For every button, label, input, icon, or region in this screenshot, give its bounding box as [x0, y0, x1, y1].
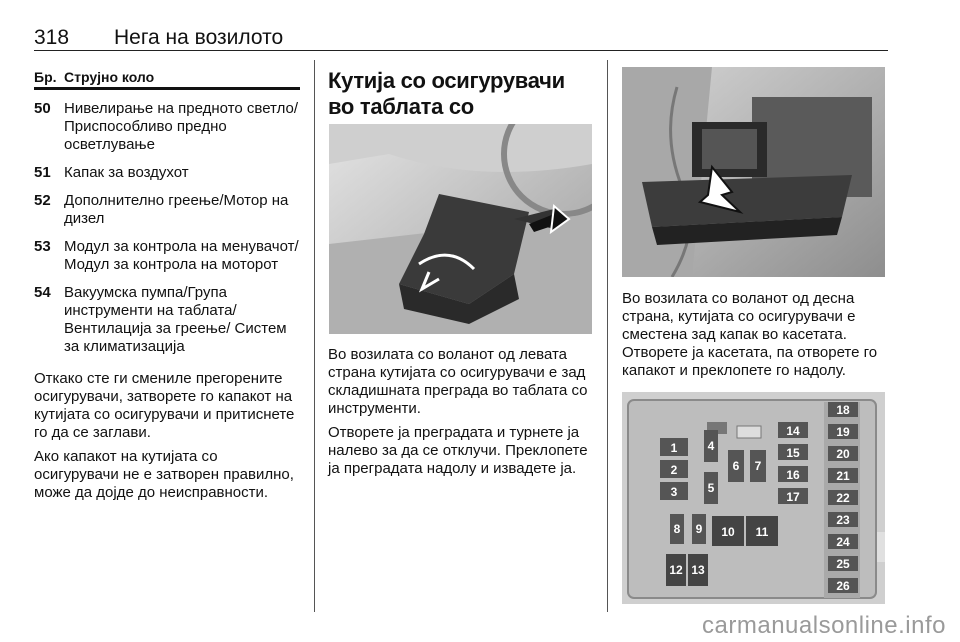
fuse-7: 7	[754, 459, 762, 473]
fuse-18: 18	[836, 403, 850, 417]
fuse-16: 16	[786, 468, 800, 482]
fuse-21: 21	[836, 469, 850, 483]
fuse-22: 22	[836, 491, 850, 505]
page-number: 318	[34, 26, 70, 49]
fuse-1: 1	[670, 441, 678, 455]
column-divider	[607, 60, 608, 612]
fuse-20: 20	[836, 447, 850, 461]
fuse-2: 2	[670, 463, 678, 477]
table-row	[34, 192, 300, 228]
fuse-8: 8	[673, 522, 681, 536]
table-row	[34, 100, 300, 154]
fuse-4: 4	[707, 439, 715, 453]
fuse-number: 50	[34, 100, 51, 117]
fuse-number: 51	[34, 164, 51, 181]
instruction-paragraph: Откако сте ги смениле прегорените осигурувачи, затворете го капакот на кутијата со осигурувачи и притиснете го да се заглави.	[34, 370, 295, 441]
lhd-glovebox-photo	[329, 124, 592, 334]
fuse-26: 26	[836, 579, 850, 593]
location-paragraph: Во возилата со воланот од левата страна кутијата со осигурувачи е зад складишната преграда во таблата со инструменти.	[328, 346, 588, 417]
fuse-12: 12	[669, 563, 683, 577]
fuse-circuit: Вакуумска пумпа/Група инструменти на таблата/ Вентилација за греење/ Систем за климатизација	[64, 284, 287, 355]
page-header	[34, 26, 890, 50]
fuse-circuit: Модул за контрола на менувачот/Модул за контрола на моторот	[64, 238, 299, 273]
fuse-24: 24	[836, 535, 850, 549]
fuse-circuit: Дополнително греење/Мотор на дизел	[64, 192, 289, 227]
column-header-number: Бр.	[34, 69, 57, 85]
table-row	[34, 238, 300, 274]
fuse-19: 19	[836, 425, 850, 439]
fuse-10: 10	[721, 525, 735, 539]
column-middle-text	[328, 346, 594, 478]
removal-paragraph: Отворете ја преградата и турнете ја налево за да се отклучи. Преклопете ја преградата надолу и извадете ја.	[328, 424, 588, 477]
fuse-table-header	[34, 56, 300, 90]
fuse-circuit: Капак за воздухот	[64, 164, 189, 181]
fuse-14: 14	[786, 424, 800, 438]
fuse-number: 53	[34, 238, 51, 255]
table-row	[34, 284, 300, 356]
fuse-15: 15	[786, 446, 800, 460]
fuse-circuit: Нивелирање на предното светло/Приспособливо предно осветлување	[64, 100, 299, 153]
page-title: Нега на возилото	[114, 26, 284, 49]
fuse-5: 5	[707, 481, 715, 495]
column-left	[34, 56, 300, 502]
fuse-25: 25	[836, 557, 850, 571]
rhd-glovebox-photo	[622, 67, 885, 277]
fuse-9: 9	[695, 522, 703, 536]
table-row	[34, 164, 300, 182]
fuse-3: 3	[670, 485, 678, 499]
column-right-text	[622, 290, 892, 380]
fuse-number: 52	[34, 192, 51, 209]
warning-paragraph: Ако капакот на кутијата со осигурувачи не е затворен правилно, може да дојде до неисправности.	[34, 448, 294, 501]
fuse-box-diagram	[622, 392, 885, 604]
fuse-6: 6	[732, 459, 740, 473]
header-divider	[34, 50, 888, 51]
column-divider	[314, 60, 315, 612]
fuse-13: 13	[691, 563, 705, 577]
fuse-23: 23	[836, 513, 850, 527]
rhd-location-paragraph: Во возилата со воланот од десна страна, кутијата со осигурувачи е сместена зад капак во касетата. Отворете ја касетата, па отворете го капакот и преклопете го надолу.	[622, 290, 878, 379]
fuse-11: 11	[755, 525, 769, 539]
section-title: Кутија со осигурувачи во таблата со	[328, 68, 565, 119]
watermark: carmanualsonline.info	[702, 612, 946, 639]
column-header-circuit: Струјно коло	[64, 69, 155, 85]
fuse-number: 54	[34, 284, 51, 301]
fuse-17: 17	[786, 490, 800, 504]
